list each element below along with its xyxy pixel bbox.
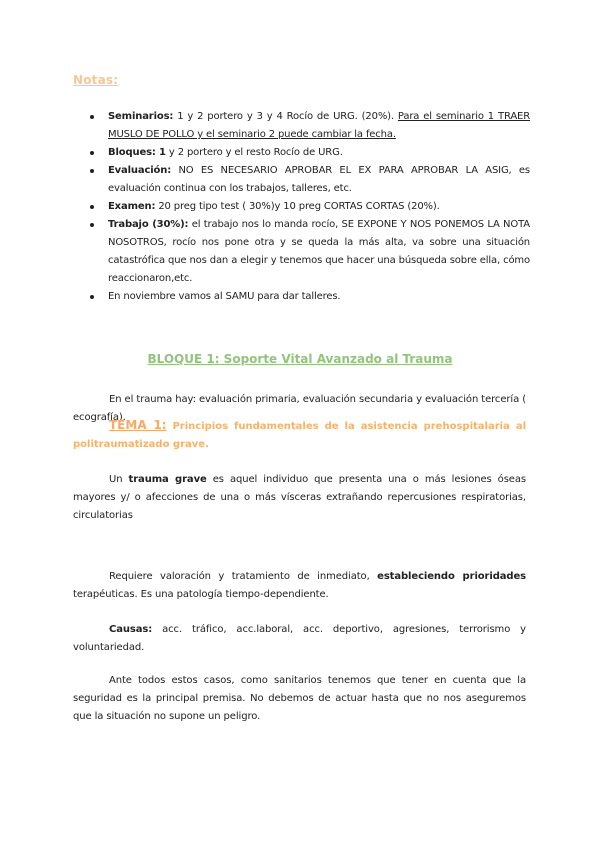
item-text: En noviembre vamos al SAMU para dar talleres.	[108, 291, 341, 302]
bloque-heading: BLOQUE 1: Soporte Vital Avanzado al Trauma	[147, 352, 453, 366]
item-label: Evaluación:	[108, 165, 172, 176]
trauma-grave-paragraph	[73, 471, 526, 525]
paragraph-text: terapéuticas. Es una patología tiempo-dependiente.	[73, 589, 329, 600]
causas-paragraph	[73, 621, 526, 657]
paragraph-text: Un	[109, 474, 129, 485]
item-text: y 2 portero y el resto Rocío de URG.	[165, 147, 343, 158]
item-text: NO ES NECESARIO APROBAR EL EX PARA APROBAR LA ASIG, es evaluación continua con los trabajos, talleres, etc.	[108, 165, 530, 194]
paragraph-text: En el trauma hay: evaluación primaria, evaluación secundaria y evaluación tercería ( ecografía).	[73, 394, 526, 423]
tema-label: TEMA 1:	[109, 418, 167, 432]
paragraph-text: es aquel individuo que presenta una o más lesiones óseas mayores y/ o afecciones de una o más vísceras extrañando repercusiones respiratorias, circulatorias	[73, 474, 526, 521]
notas-heading: Notas:	[73, 73, 119, 87]
tema-text: Principios fundamentales de la asistencia prehospitalaria al politraumatizado grave.	[73, 421, 526, 450]
paragraph-bold: estableciendo prioridades	[377, 571, 526, 582]
item-underlined-text: Para el seminario 1 TRAER MUSLO DE POLLO y el seminario 2 puede cambiar la fecha.	[108, 111, 530, 140]
paragraph-text: Requiere valoración y tratamiento de inmediato,	[109, 571, 378, 582]
item-label: Seminarios:	[108, 111, 174, 122]
prioridades-paragraph	[73, 568, 526, 604]
list-item	[86, 108, 530, 144]
paragraph-text: Ante todos estos casos, como sanitarios tenemos que tener en cuenta que la seguridad es la principal premisa. No debemos de actuar hasta que no nos aseguremos que la situación no supone un peligro.	[73, 675, 526, 722]
item-text: 1 y 2 portero y 3 y 4 Rocío de URG. (20%).	[173, 111, 398, 122]
list-item	[86, 288, 530, 306]
item-label: Bloques: 1	[108, 147, 166, 158]
paragraph-text: acc. tráfico, acc.laboral, acc. deportivo, agresiones, terrorismo y voluntariedad.	[73, 624, 526, 653]
paragraph-bold: Causas:	[109, 624, 153, 635]
list-item	[86, 162, 530, 198]
item-label: Trabajo (30%):	[108, 219, 189, 230]
list-item	[86, 198, 530, 216]
item-label: Examen:	[108, 201, 156, 212]
item-text: 20 preg tipo test ( 30%)y 10 preg CORTAS CORTAS (20%).	[155, 201, 440, 212]
list-item	[86, 144, 530, 162]
paragraph-bold: trauma grave	[128, 474, 207, 485]
item-text: el trabajo nos lo manda rocío, SE EXPONE Y NOS PONEMOS LA NOTA NOSOTROS, rocío nos pone otra y se queda la más alta, va sobre una situación catastrófica que nos dan a elegir y tenemos que hacer una búsqueda sobre ella, cómo reaccionaron,etc.	[108, 219, 530, 284]
notas-list	[86, 108, 530, 306]
list-item	[86, 216, 530, 288]
seguridad-paragraph	[73, 672, 526, 726]
tema-heading	[73, 416, 526, 454]
